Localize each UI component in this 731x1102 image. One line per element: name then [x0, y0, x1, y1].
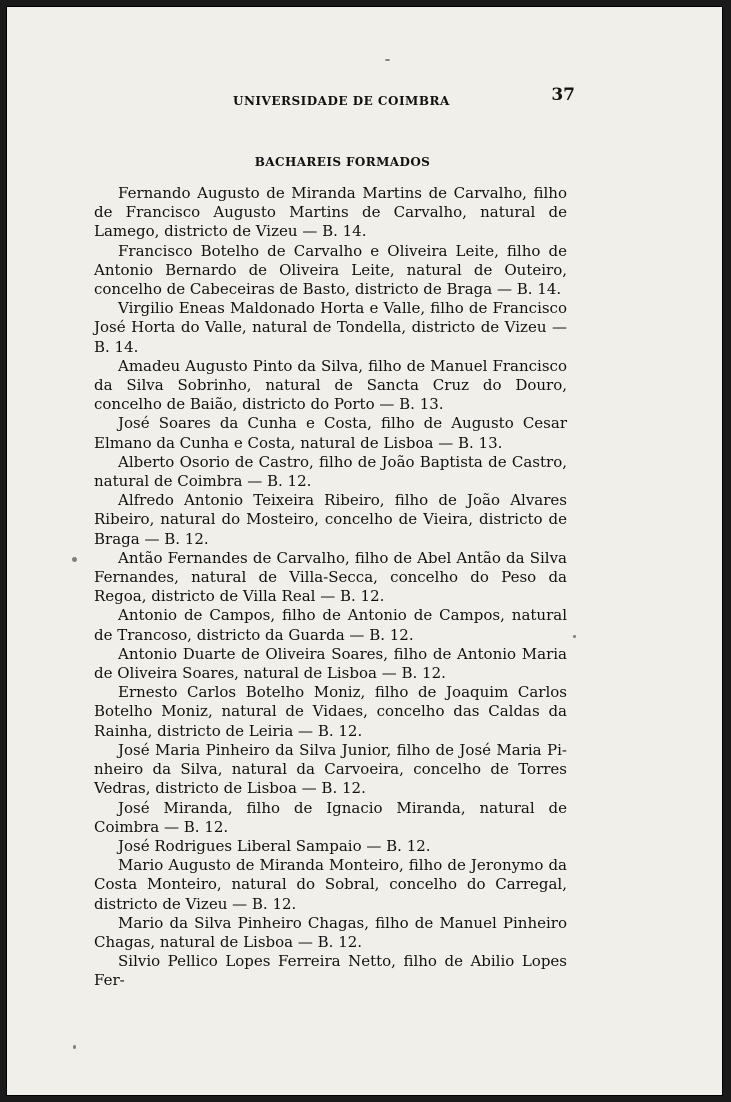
list-item: Antão Fernandes de Carvalho, filho de Abel Antão da Silva Fernandes, natural de Villa-Secca, concelho do Peso da Regoa, districto de Villa Real — B. 12. — [94, 548, 567, 606]
page-number: 37 — [551, 85, 575, 105]
ink-spot — [573, 635, 576, 638]
ink-spot — [385, 59, 390, 61]
ink-spot — [72, 557, 77, 562]
list-item: Virgilio Eneas Maldonado Horta e Valle, filho de Francisco José Horta do Valle, natural de Tondella, districto de Vizeu — B. 14. — [94, 299, 567, 356]
list-item: José Soares da Cunha e Costa, filho de Augusto Cesar Elmano da Cunha e Costa, natural de Lisboa — B. 13. — [94, 414, 567, 452]
list-item: Antonio Duarte de Oliveira Soares, filho de Antonio Maria de Oliveira Soares, natural de Lisboa — B. 12. — [94, 644, 567, 683]
list-item: Silvio Pellico Lopes Ferreira Netto, filho de Abilio Lopes Fer- — [94, 952, 567, 990]
list-item: José Rodrigues Liberal Sampaio — B. 12. — [118, 836, 431, 855]
ink-spot — [73, 1045, 76, 1049]
page-header — [233, 85, 575, 115]
list-item: Ernesto Carlos Botelho Moniz, filho de Joaquim Carlos Botelho Moniz, natural de Vidaes, concelho das Caldas da Rainha, districto de Leiria — B. 12. — [94, 683, 567, 740]
list-item: Francisco Botelho de Carvalho e Oliveira Leite, filho de Antonio Bernardo de Oliveira Leite, natural de Outeiro, concelho de Cabeceiras de Basto, districto de Braga — B. 14. — [94, 241, 567, 299]
list-item: Fernando Augusto de Miranda Martins de Carvalho, filho de Francisco Augusto Martins de Carvalho, natural de Lamego, districto de Vizeu — B. 14. — [94, 184, 567, 241]
list-item: Alfredo Antonio Teixeira Ribeiro, filho de João Alvares Ribeiro, natural do Mosteiro, concelho de Vieira, districto de Braga — B. 12. — [94, 491, 567, 548]
list-item: Alberto Osorio de Castro, filho de João Baptista de Castro, natural de Coimbra — B. 12. — [94, 452, 567, 491]
list-item: Mario Augusto de Miranda Monteiro, filho de Jeronymo da Costa Monteiro, natural do Sobral, concelho do Carregal, districto de Vizeu — B. 12. — [94, 856, 567, 913]
running-head: UNIVERSIDADE DE COIMBRA — [233, 94, 450, 108]
list-item: Antonio de Campos, filho de Antonio de Campos, natural de Trancoso, districto da Guarda — B. 12. — [94, 606, 567, 644]
section-title: BACHAREIS FORMADOS — [254, 155, 431, 169]
list-item: José Maria Pinheiro da Silva Junior, filho de José Maria Pinheiro da Silva, natural da Carvoeira, concelho de Torres Vedras, districto de Lisboa — B. 12. — [94, 740, 567, 798]
list-item: Mario da Silva Pinheiro Chagas, filho de Manuel Pinheiro Chagas, natural de Lisboa — B. 12. — [94, 913, 567, 951]
list-item: José Miranda, filho de Ignacio Miranda, natural de Coimbra — B. 12. — [94, 798, 567, 836]
entry-list — [94, 184, 567, 991]
list-item: Amadeu Augusto Pinto da Silva, filho de Manuel Francisco da Silva Sobrinho, natural de Sancta Cruz do Douro, concelho de Baião, districto do Porto — B. 13. — [94, 356, 567, 414]
book-page — [6, 6, 723, 1096]
